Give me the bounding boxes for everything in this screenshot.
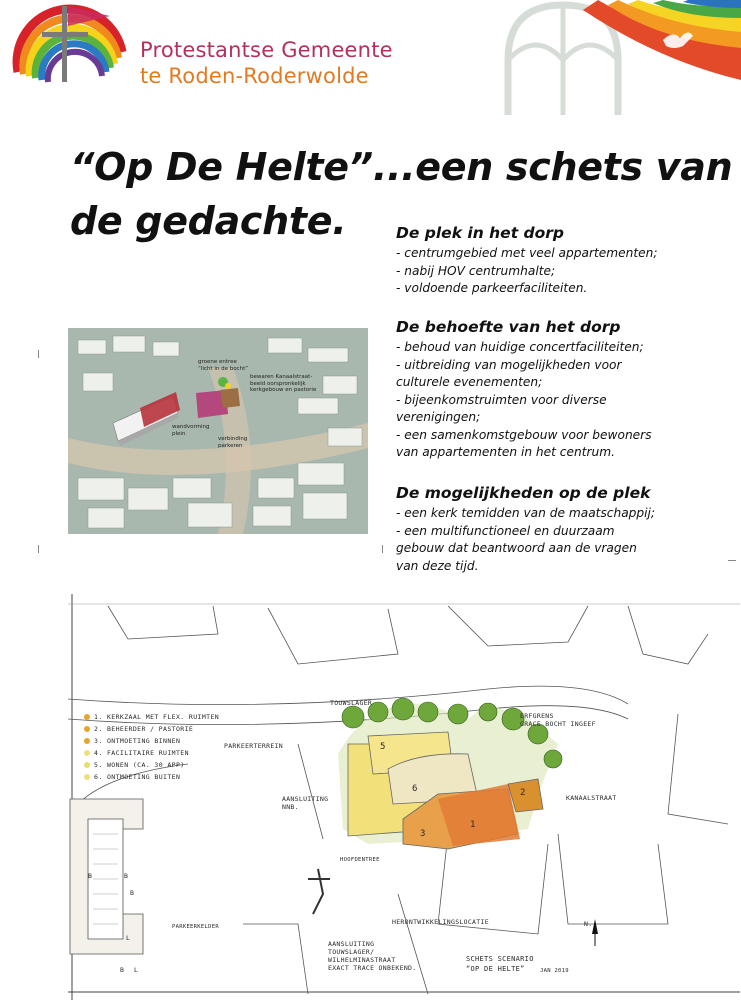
left-building-letter: L <box>126 934 131 942</box>
building-number-5: 5 <box>380 742 386 752</box>
legend-label: 4. FACILITAIRE RUIMTEN <box>94 749 189 757</box>
aerial-label-verbinding: verbinding parkeren <box>218 436 248 449</box>
label-touwslager: TOUWSLAGER <box>330 699 373 707</box>
legend-item <box>84 711 219 723</box>
left-building-letter: B <box>88 872 93 880</box>
list-item: van appartementen in het centrum. <box>396 445 615 459</box>
section-heading: De mogelijkheden op de plek <box>396 484 651 502</box>
legend-dot-icon <box>84 750 90 756</box>
legend-dot-icon <box>84 762 90 768</box>
crop-mark <box>38 545 39 553</box>
section-behoefte <box>396 318 736 462</box>
label-herontwikkeling: HERONTWIKKELINGSLOCATIE <box>392 918 489 926</box>
label-schets-scenario: SCHETS SCENARIO “OP DE HELTE” <box>466 955 534 973</box>
north-arrow-label: N. <box>584 920 593 928</box>
legend-item <box>84 759 219 771</box>
legend-label: 5. WONEN (CA. 30 APP) <box>94 761 185 769</box>
org-name-line1: Protestantse Gemeente <box>140 38 393 62</box>
legend-item <box>84 771 219 783</box>
legend-dot-icon <box>84 774 90 780</box>
label-kanaalstraat: KANAALSTRAAT <box>566 794 617 802</box>
crop-mark <box>728 560 736 561</box>
section-heading: De plek in het dorp <box>396 224 564 242</box>
left-building-letter: B <box>120 966 125 974</box>
legend-label: 2. BEHEERDER / PASTORIE <box>94 725 194 733</box>
legend-item <box>84 723 219 735</box>
aerial-label-wand: wandvorming plein <box>172 424 210 437</box>
list-item: culturele evenementen; <box>396 375 543 389</box>
bullet-list <box>396 505 736 575</box>
bullet-list <box>396 339 736 462</box>
label-aansluiting-touwslager: AANSLUITING TOUWSLAGER/ WILHELMINASTRAAT EXACT TRACE ONBEKEND. <box>328 940 417 972</box>
list-item: - een multifunctioneel en duurzaam <box>396 523 615 538</box>
legend-label: 6. ONTMOETING BUITEN <box>94 773 181 781</box>
legend-dot-icon <box>84 738 90 744</box>
page-title-line1: “Op De Helte”...een schets van <box>70 145 733 189</box>
list-item: - uitbreiding van mogelijkheden voor <box>396 357 622 372</box>
list-item: van deze tijd. <box>396 558 479 573</box>
building-number-6: 6 <box>412 784 418 794</box>
building-number-2: 2 <box>520 788 526 798</box>
aerial-photo <box>68 328 368 534</box>
list-item: gebouw dat beantwoord aan de vragen <box>396 541 637 555</box>
legend-label: 1. KERKZAAL MET FLEX. RUIMTEN <box>94 713 220 721</box>
list-item: - nabij HOV centrumhalte; <box>396 263 556 278</box>
building-number-1: 1 <box>470 820 476 830</box>
church-logo-icon <box>10 2 130 84</box>
building-number-3: 3 <box>420 829 426 839</box>
label-hoofdentree: HOOFDENTREE <box>340 857 380 863</box>
left-building-letter: B <box>130 889 135 897</box>
legend-dot-icon <box>84 726 90 732</box>
label-date: JAN 2019 <box>540 968 569 974</box>
church-window-arch-icon <box>488 0 741 115</box>
section-plek <box>396 224 736 298</box>
legend-item <box>84 735 219 747</box>
org-name-line2: te Roden-Roderwolde <box>140 64 369 88</box>
list-item: verenigingen; <box>396 410 481 424</box>
legend-label: 3. ONTMOETING BINNEN <box>94 737 181 745</box>
page-title-line2: de gedachte. <box>70 199 347 243</box>
legend-dot-icon <box>84 714 90 720</box>
list-item: - voldoende parkeerfaciliteiten. <box>396 281 588 295</box>
label-aansluiting-nnb: AANSLUITING NNB. <box>282 795 329 811</box>
list-item: - behoud van huidige concertfaciliteiten; <box>396 340 644 354</box>
list-item: - een samenkomstgebouw voor bewoners <box>396 427 652 442</box>
list-item: - een kerk temidden van de maatschappij; <box>396 506 656 520</box>
crop-mark <box>382 545 383 553</box>
legend-item <box>84 747 219 759</box>
crop-mark <box>38 350 39 358</box>
list-item: - bijeenkomstruimten voor diverse <box>396 392 607 407</box>
label-parkeerkelder: PARKEERKELDER <box>172 924 219 930</box>
page-header <box>0 0 741 115</box>
list-item: - centrumgebied met veel appartementen; <box>396 246 658 260</box>
section-mogelijkheden <box>396 484 736 575</box>
label-parkeerterrein: PARKEERTERREIN <box>224 742 283 750</box>
aerial-label-groen: groene entree “licht in de bocht” <box>198 359 249 372</box>
bullet-list <box>396 245 736 298</box>
plan-legend <box>84 711 219 783</box>
section-heading: De behoefte van het dorp <box>396 318 621 336</box>
left-building-letter: B <box>124 872 129 880</box>
left-building-letter: L <box>134 966 139 974</box>
aerial-label-bewaren: bewaren Kanaalstraat- beeld oorspronkelijk kerkgebouw en pastorie <box>250 374 317 393</box>
label-erfgrens: ERFGRENS GRACE BOCHT INGEEF <box>520 712 596 728</box>
